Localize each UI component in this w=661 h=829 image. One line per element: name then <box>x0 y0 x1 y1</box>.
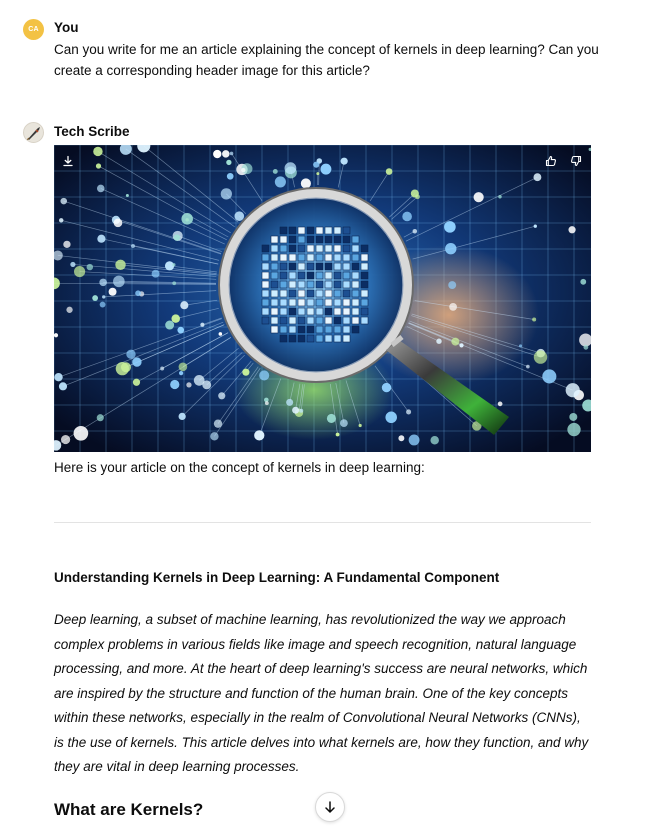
network-node <box>413 229 418 234</box>
network-node <box>87 264 93 270</box>
network-node <box>179 362 188 371</box>
network-node <box>265 401 269 405</box>
kernel-cell <box>343 272 350 279</box>
kernel-cell <box>334 335 341 342</box>
network-node <box>179 413 186 420</box>
kernel-cell <box>271 326 278 333</box>
kernel-cell <box>289 326 296 333</box>
kernel-cell <box>334 317 341 324</box>
network-node <box>210 432 218 440</box>
kernel-cell <box>298 335 305 342</box>
kernel-cell <box>298 299 305 306</box>
network-node <box>583 345 588 350</box>
network-node <box>97 414 104 421</box>
network-node <box>126 194 129 197</box>
user-message-text: Can you write for me an article explaining the concept of kernels in deep learning? Can you create a corresponding header image for this article? <box>54 42 599 78</box>
kernel-cell <box>289 254 296 261</box>
network-node <box>459 343 463 347</box>
network-node <box>61 435 70 444</box>
assistant-author-name: Tech Scribe <box>54 124 130 139</box>
kernel-cell <box>352 317 359 324</box>
kernel-cell <box>271 290 278 297</box>
network-node <box>99 279 107 287</box>
kernel-cell <box>325 326 332 333</box>
kernel-cell <box>280 326 287 333</box>
kernel-cell <box>262 290 269 297</box>
kernel-cell <box>307 317 314 324</box>
kernel-cell <box>361 272 368 279</box>
kernel-cell <box>352 308 359 315</box>
kernel-cell <box>325 281 332 288</box>
kernel-cell <box>280 254 287 261</box>
network-node <box>181 213 193 225</box>
kernel-cell <box>352 236 359 243</box>
kernel-cell <box>271 272 278 279</box>
kernel-cell <box>334 272 341 279</box>
network-node <box>221 188 232 199</box>
kernel-cell <box>289 299 296 306</box>
network-node <box>275 176 286 187</box>
kernel-cell <box>280 299 287 306</box>
network-node <box>448 281 456 289</box>
kernel-cell <box>280 281 287 288</box>
network-node <box>160 367 164 371</box>
thumbs-down-icon <box>570 155 582 167</box>
network-node <box>254 430 264 440</box>
network-node <box>386 168 393 175</box>
network-node <box>406 409 411 414</box>
network-node <box>180 301 188 309</box>
network-node <box>230 152 234 156</box>
kernel-cell <box>361 317 368 324</box>
network-node <box>97 235 105 243</box>
kernel-cell <box>343 326 350 333</box>
scroll-to-bottom-button[interactable] <box>315 792 345 822</box>
kernel-cell <box>316 326 323 333</box>
kernel-cell <box>307 290 314 297</box>
network-node <box>133 379 140 386</box>
kernel-cell <box>361 299 368 306</box>
kernel-cell <box>325 227 332 234</box>
kernel-cell <box>334 254 341 261</box>
network-node <box>449 303 457 311</box>
kernel-cell <box>343 335 350 342</box>
kernel-cell <box>298 272 305 279</box>
kernel-cell <box>334 245 341 252</box>
kernel-cell <box>316 254 323 261</box>
kernel-cell <box>352 299 359 306</box>
kernel-cell <box>316 290 323 297</box>
kernel-cell <box>280 335 287 342</box>
kernel-cell <box>343 317 350 324</box>
network-node <box>445 243 456 254</box>
network-node <box>109 288 117 296</box>
kernel-cell <box>343 290 350 297</box>
article-title: Understanding Kernels in Deep Learning: A Fundamental Component <box>54 570 500 585</box>
quill-pen-icon <box>25 124 43 142</box>
kernel-cell <box>343 236 350 243</box>
kernel-cell <box>280 245 287 252</box>
network-node <box>415 194 420 199</box>
like-image-button[interactable] <box>541 151 561 171</box>
network-node <box>179 371 183 375</box>
network-node <box>194 375 205 386</box>
article-intro-paragraph: Deep learning, a subset of machine learning, has revolutionized the way we approach complex problems in various fields like image and speech recognition, natural language processing, and more. At the heart of deep learning's success are neural networks, which are inspired by the structure and function of the human brain. One of the key concepts within these networks, especially in the realm of Convolutional Neural Networks (CNNs), is the use of kernels. This article delves into what kernels are, how they function, and why they are vital in deep learning processes. <box>54 612 589 774</box>
kernel-cell <box>280 317 287 324</box>
network-node <box>132 357 141 366</box>
kernel-cell <box>343 227 350 234</box>
kernel-cell <box>325 272 332 279</box>
network-node <box>534 350 547 363</box>
network-node <box>74 426 89 441</box>
network-node <box>382 383 391 392</box>
network-node <box>519 344 522 347</box>
kernel-cell <box>271 299 278 306</box>
assistant-avatar <box>23 122 44 143</box>
network-node <box>301 178 311 188</box>
kernel-cell <box>352 290 359 297</box>
kernel-cell <box>298 227 305 234</box>
user-author-name: You <box>54 20 79 35</box>
kernel-cell <box>352 245 359 252</box>
kernel-cell <box>298 236 305 243</box>
kernel-cell <box>334 227 341 234</box>
kernel-cell <box>334 263 341 270</box>
network-node <box>359 424 362 427</box>
kernel-cell <box>298 317 305 324</box>
kernel-cell <box>289 290 296 297</box>
network-node <box>54 373 62 381</box>
kernel-cell <box>262 281 269 288</box>
network-node <box>285 162 297 174</box>
kernel-cell <box>316 317 323 324</box>
network-node <box>135 290 141 296</box>
network-node <box>336 433 340 437</box>
kernel-cell <box>289 317 296 324</box>
kernel-cell <box>343 281 350 288</box>
kernel-cell <box>271 281 278 288</box>
kernel-cell <box>343 299 350 306</box>
network-node <box>59 218 63 222</box>
kernel-cell <box>316 281 323 288</box>
kernel-cell <box>280 263 287 270</box>
kernel-cell <box>325 254 332 261</box>
kernel-cell <box>298 245 305 252</box>
kernel-cell <box>361 290 368 297</box>
network-node <box>100 302 106 308</box>
network-node <box>313 162 319 168</box>
network-node <box>66 307 72 313</box>
network-node <box>74 266 85 277</box>
network-node <box>227 173 234 180</box>
generated-header-image[interactable] <box>54 145 591 452</box>
network-node <box>580 279 586 285</box>
network-node <box>131 244 135 248</box>
network-node <box>121 362 131 372</box>
arrow-down-icon <box>323 800 337 814</box>
kernel-cell <box>316 263 323 270</box>
network-node <box>113 276 125 288</box>
kernel-cell <box>361 254 368 261</box>
network-node <box>316 172 319 175</box>
network-node <box>171 314 179 322</box>
network-node <box>219 332 223 336</box>
kernel-cell <box>298 263 305 270</box>
kernel-cell <box>325 308 332 315</box>
kernel-cell <box>298 281 305 288</box>
network-node <box>569 413 577 421</box>
kernel-cell <box>316 335 323 342</box>
network-node <box>242 369 249 376</box>
kernel-cell <box>307 281 314 288</box>
kernel-cell <box>262 254 269 261</box>
network-node <box>273 169 278 174</box>
kernel-cell <box>325 299 332 306</box>
kernel-cell <box>289 263 296 270</box>
kernel-cell <box>280 272 287 279</box>
kernel-cell <box>361 263 368 270</box>
kernel-cell <box>280 290 287 297</box>
magnifier-network-illustration <box>54 145 591 452</box>
network-node <box>59 382 67 390</box>
network-node <box>93 147 102 156</box>
network-node <box>92 295 98 301</box>
kernel-cell <box>307 308 314 315</box>
network-node <box>213 150 221 158</box>
network-node <box>70 262 75 267</box>
kernel-cell <box>298 290 305 297</box>
network-node <box>152 270 160 278</box>
network-node <box>200 323 204 327</box>
kernel-cell <box>271 263 278 270</box>
network-node <box>286 399 293 406</box>
user-avatar-initials: CA <box>28 26 39 33</box>
network-node <box>96 163 101 168</box>
kernel-cell <box>289 236 296 243</box>
network-node <box>170 380 179 389</box>
kernel-cell <box>316 227 323 234</box>
kernel-cell <box>307 254 314 261</box>
download-icon <box>62 155 74 167</box>
network-node <box>172 281 176 285</box>
network-node <box>340 419 348 427</box>
kernel-cell <box>298 308 305 315</box>
kernel-cell <box>325 317 332 324</box>
kernel-cell <box>262 263 269 270</box>
network-node <box>165 321 174 330</box>
kernel-cell <box>343 245 350 252</box>
network-node <box>174 234 180 240</box>
kernel-cell <box>262 245 269 252</box>
network-node <box>172 263 175 266</box>
kernel-cell <box>271 236 278 243</box>
network-node <box>241 168 245 172</box>
kernel-cell <box>262 299 269 306</box>
dislike-image-button[interactable] <box>566 151 586 171</box>
kernel-cell <box>307 272 314 279</box>
kernel-cell <box>334 236 341 243</box>
kernel-cell <box>316 272 323 279</box>
kernel-cell <box>334 326 341 333</box>
assistant-intro-text: Here is your article on the concept of kernels in deep learning: <box>54 460 425 475</box>
kernel-cell <box>361 245 368 252</box>
network-node <box>474 192 484 202</box>
horizontal-divider <box>54 522 591 523</box>
kernel-cell <box>289 227 296 234</box>
network-node <box>566 383 580 397</box>
network-node <box>234 211 244 221</box>
user-avatar <box>23 19 44 40</box>
kernel-cell <box>271 245 278 252</box>
network-node <box>533 173 541 181</box>
network-node <box>115 260 125 270</box>
network-node <box>320 164 331 175</box>
kernel-cell <box>343 254 350 261</box>
network-node <box>60 198 67 205</box>
network-node <box>226 160 231 165</box>
network-node <box>97 185 105 193</box>
network-node <box>214 419 222 427</box>
network-node <box>567 423 580 436</box>
kernel-cell <box>307 263 314 270</box>
kernel-cell <box>271 308 278 315</box>
network-node <box>186 382 191 387</box>
network-node <box>259 370 269 380</box>
kernel-cell <box>325 236 332 243</box>
network-node <box>402 212 412 222</box>
network-node <box>102 295 105 298</box>
kernel-cell <box>298 254 305 261</box>
network-node <box>177 327 184 334</box>
kernel-cell <box>289 308 296 315</box>
kernel-cell <box>334 281 341 288</box>
download-image-button[interactable] <box>58 151 78 171</box>
kernel-cell <box>352 263 359 270</box>
kernel-cell <box>316 299 323 306</box>
kernel-cell <box>325 263 332 270</box>
network-node <box>341 158 348 165</box>
kernel-cell <box>271 317 278 324</box>
kernel-cell <box>316 245 323 252</box>
network-node <box>327 414 336 423</box>
network-node <box>126 350 135 359</box>
network-node <box>542 369 556 383</box>
network-node <box>430 436 438 444</box>
kernel-cell <box>289 335 296 342</box>
kernel-cell <box>361 281 368 288</box>
network-node <box>444 221 456 233</box>
kernel-cell <box>280 236 287 243</box>
kernel-cell <box>325 245 332 252</box>
kernel-cell <box>343 263 350 270</box>
kernel-cell <box>289 281 296 288</box>
network-node <box>498 401 503 406</box>
kernel-cell <box>352 281 359 288</box>
kernel-cell <box>262 272 269 279</box>
kernel-cell <box>280 308 287 315</box>
kernel-cell <box>352 326 359 333</box>
kernel-cell <box>307 245 314 252</box>
kernel-cell <box>307 299 314 306</box>
kernel-cell <box>334 290 341 297</box>
kernel-cell <box>316 236 323 243</box>
kernel-cell <box>325 335 332 342</box>
kernel-cell <box>343 308 350 315</box>
kernel-cell <box>289 272 296 279</box>
network-node <box>451 338 459 346</box>
network-node <box>409 435 420 446</box>
kernel-cell <box>361 308 368 315</box>
network-node <box>436 339 441 344</box>
network-node <box>222 150 229 157</box>
thumbs-up-icon <box>545 155 557 167</box>
kernel-cell <box>307 326 314 333</box>
kernel-cell <box>325 290 332 297</box>
section-heading: What are Kernels? <box>54 800 204 819</box>
kernel-cell <box>307 236 314 243</box>
kernel-cell <box>289 245 296 252</box>
kernel-cell <box>280 227 287 234</box>
network-node <box>534 225 537 228</box>
kernel-cell <box>352 254 359 261</box>
network-node <box>299 409 303 413</box>
network-node <box>532 317 536 321</box>
kernel-cell <box>307 227 314 234</box>
kernel-cell <box>334 308 341 315</box>
network-node <box>568 226 575 233</box>
kernel-cell <box>271 254 278 261</box>
network-node <box>292 407 299 414</box>
kernel-cell <box>262 317 269 324</box>
kernel-cell <box>262 308 269 315</box>
network-node <box>498 195 501 198</box>
network-node <box>385 412 397 424</box>
kernel-cell <box>298 326 305 333</box>
network-node <box>526 365 530 369</box>
kernel-cell <box>334 299 341 306</box>
network-node <box>218 392 225 399</box>
kernel-cell <box>352 272 359 279</box>
network-node <box>114 218 123 227</box>
network-node <box>54 333 58 337</box>
kernel-cell <box>307 335 314 342</box>
network-node <box>63 241 70 248</box>
kernel-cell <box>316 308 323 315</box>
network-node <box>398 435 404 441</box>
